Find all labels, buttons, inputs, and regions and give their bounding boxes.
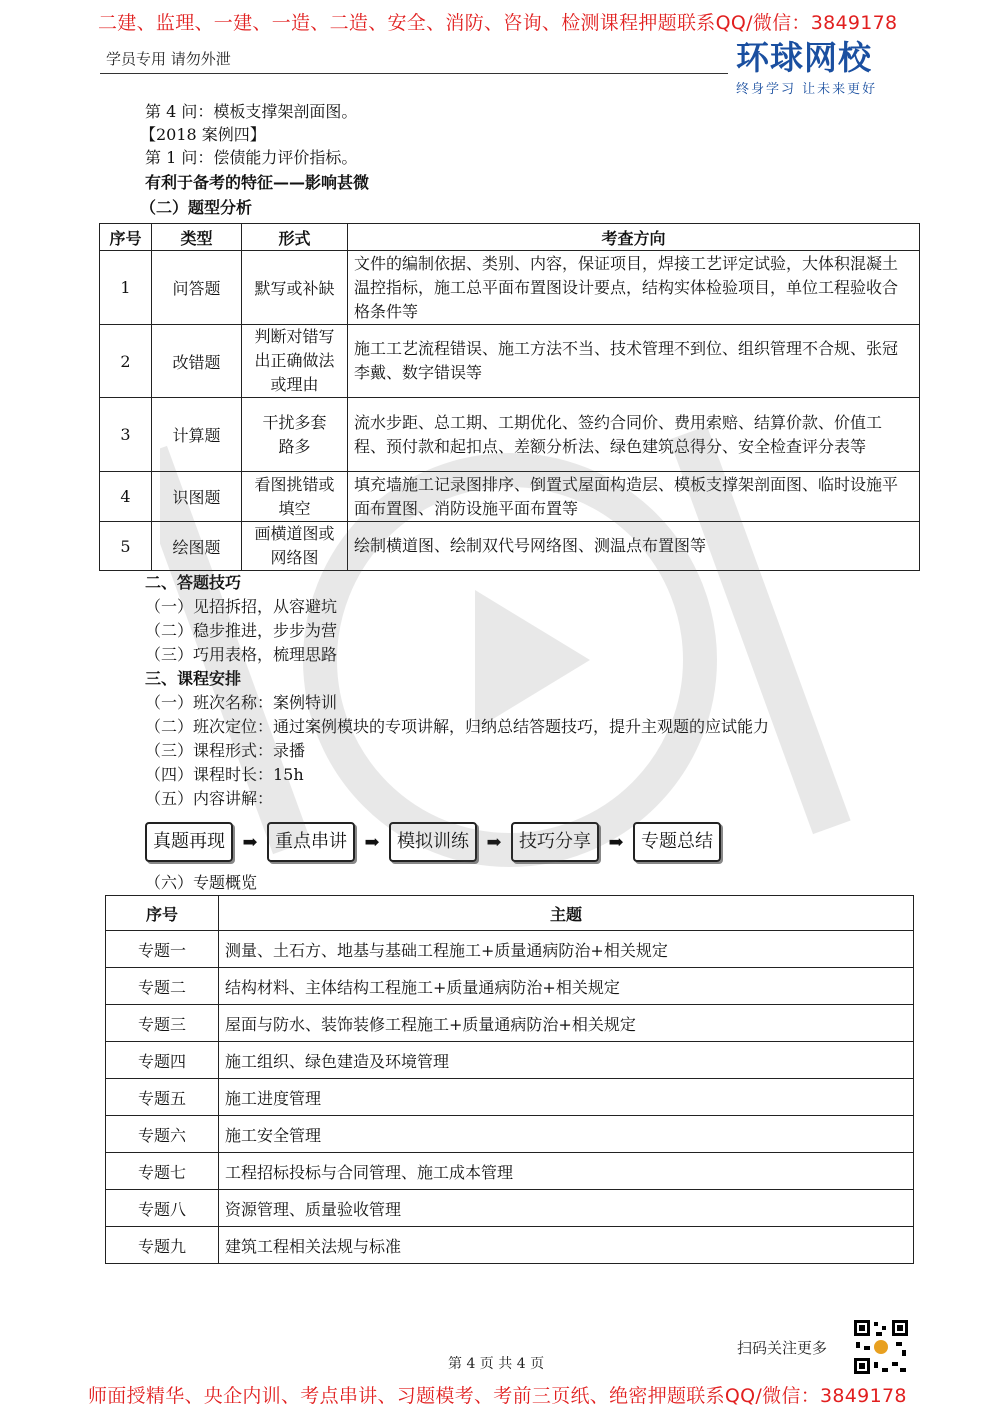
feature-heading: 有利于备考的特征——影响甚微 <box>145 173 370 192</box>
row-type: 问答题 <box>152 251 242 325</box>
arrow-right-icon: ➡ <box>242 831 258 853</box>
topic-number: 专题七 <box>106 1153 219 1190</box>
course-item: （四）课程时长：15h <box>145 765 304 784</box>
row-type: 绘图题 <box>152 522 242 571</box>
table-row <box>100 522 920 571</box>
table-row <box>106 1042 914 1079</box>
course-heading: 三、课程安排 <box>145 669 242 688</box>
row-form: 判断对错写出正确做法或理由 <box>242 325 348 398</box>
row-form: 画横道图或网络图 <box>242 522 348 571</box>
flow-step: 技巧分享 <box>511 822 599 862</box>
bottom-banner: 师面授精华、央企内训、考点串讲、习题模考、考前三页纸、绝密押题联系QQ/微信：3849178 <box>88 1385 907 1407</box>
topic-number: 专题二 <box>106 968 219 1005</box>
row-number: 4 <box>100 472 152 522</box>
table-row <box>106 1153 914 1190</box>
table-header-row <box>106 896 914 931</box>
flow-step: 真题再现 <box>145 822 233 862</box>
table-row <box>100 398 920 472</box>
topic-number: 专题三 <box>106 1005 219 1042</box>
intro-line: 【2018 案例四】 <box>140 125 266 144</box>
row-content: 填充墙施工记录图排序、倒置式屋面构造层、模板支撑架剖面图、临时设施平面布置图、消防设施平面布置等 <box>348 472 920 522</box>
arrow-right-icon: ➡ <box>608 831 624 853</box>
topic-number: 专题八 <box>106 1190 219 1227</box>
topic-title: 结构材料、主体结构工程施工+质量通病防治+相关规定 <box>219 968 914 1005</box>
topic-title: 资源管理、质量验收管理 <box>219 1190 914 1227</box>
topic-number: 专题五 <box>106 1079 219 1116</box>
topic-title: 施工安全管理 <box>219 1116 914 1153</box>
header-cell: 形式 <box>242 224 348 251</box>
question-type-table <box>99 223 920 571</box>
topic-title: 测量、土石方、地基与基础工程施工+质量通病防治+相关规定 <box>219 931 914 968</box>
row-number: 2 <box>100 325 152 398</box>
table-row <box>106 1116 914 1153</box>
course-item: （三）课程形式：录播 <box>145 741 306 760</box>
table-row <box>106 968 914 1005</box>
row-form: 干扰多套路多 <box>242 398 348 472</box>
logo <box>736 40 916 98</box>
arrow-right-icon: ➡ <box>486 831 502 853</box>
topic-title: 施工组织、绿色建造及环境管理 <box>219 1042 914 1079</box>
skills-item: （三）巧用表格，梳理思路 <box>145 645 338 664</box>
topic-table <box>105 895 914 1264</box>
topic-number: 专题四 <box>106 1042 219 1079</box>
table-row <box>106 931 914 968</box>
row-content: 绘制横道图、绘制双代号网络图、测温点布置图等 <box>348 522 920 571</box>
row-type: 改错题 <box>152 325 242 398</box>
topic-number: 专题一 <box>106 931 219 968</box>
row-number: 1 <box>100 251 152 325</box>
table-header-row <box>100 224 920 251</box>
row-number: 5 <box>100 522 152 571</box>
skills-item: （一）见招拆招，从容避坑 <box>145 597 338 616</box>
page-number: 第 4 页 共 4 页 <box>448 1356 545 1372</box>
logo-text: 环球网校 <box>736 38 872 77</box>
table-row <box>100 472 920 522</box>
header-cell: 类型 <box>152 224 242 251</box>
skills-item: （二）稳步推进，步步为营 <box>145 621 338 640</box>
topic-title: 施工进度管理 <box>219 1079 914 1116</box>
row-type: 计算题 <box>152 398 242 472</box>
overview-label: （六）专题概览 <box>145 873 258 892</box>
row-form: 默写或补缺 <box>242 251 348 325</box>
course-item: （五）内容讲解： <box>145 789 274 808</box>
table-row <box>100 325 920 398</box>
flow-step: 专题总结 <box>633 822 721 862</box>
header-cell: 序号 <box>100 224 152 251</box>
type-heading: （二）题型分析 <box>140 198 253 217</box>
table-row <box>106 1190 914 1227</box>
header-cell: 序号 <box>106 896 219 931</box>
intro-line: 第 4 问：模板支撑架剖面图。 <box>145 102 358 121</box>
row-form: 看图挑错或填空 <box>242 472 348 522</box>
top-banner: 二建、监理、一建、一造、二造、安全、消防、咨询、检测课程押题联系QQ/微信：3849178 <box>98 12 898 34</box>
row-content: 流水步距、总工期、工期优化、签约合同价、费用索赔、结算价款、价值工程、预付款和起扣点、差额分析法、绿色建筑总得分、安全检查评分表等 <box>348 398 920 472</box>
logo-slogan: 终身学习 让未来更好 <box>736 82 878 97</box>
row-content: 施工工艺流程错误、施工方法不当、技术管理不到位、组织管理不合规、张冠李戴、数字错误等 <box>348 325 920 398</box>
topic-title: 建筑工程相关法规与标准 <box>219 1227 914 1264</box>
table-row <box>106 1227 914 1264</box>
header-cell: 主题 <box>219 896 914 931</box>
row-content: 文件的编制依据、类别、内容，保证项目，焊接工艺评定试验，大体积混凝土温控指标，施工总平面布置图设计要点，结构实体检验项目，单位工程验收合格条件等 <box>348 251 920 325</box>
table-row <box>106 1005 914 1042</box>
topic-title: 屋面与防水、装饰装修工程施工+质量通病防治+相关规定 <box>219 1005 914 1042</box>
header-left-text: 学员专用 请勿外泄 <box>106 50 231 68</box>
qr-label: 扫码关注更多 <box>737 1339 828 1357</box>
header-divider <box>100 73 728 74</box>
header-cell: 考查方向 <box>348 224 920 251</box>
topic-number: 专题九 <box>106 1227 219 1264</box>
topic-title: 工程招标投标与合同管理、施工成本管理 <box>219 1153 914 1190</box>
skills-heading: 二、答题技巧 <box>145 573 242 592</box>
flow-step: 模拟训练 <box>389 822 477 862</box>
row-number: 3 <box>100 398 152 472</box>
course-item: （二）班次定位：通过案例模块的专项讲解，归纳总结答题技巧，提升主观题的应试能力 <box>145 717 770 736</box>
table-row <box>100 251 920 325</box>
content-flow <box>145 822 721 862</box>
qr-code-icon[interactable] <box>852 1318 910 1376</box>
topic-number: 专题六 <box>106 1116 219 1153</box>
arrow-right-icon: ➡ <box>364 831 380 853</box>
table-row <box>106 1079 914 1116</box>
flow-step: 重点串讲 <box>267 822 355 862</box>
intro-line: 第 1 问：偿债能力评价指标。 <box>145 148 358 167</box>
course-item: （一）班次名称：案例特训 <box>145 693 338 712</box>
row-type: 识图题 <box>152 472 242 522</box>
